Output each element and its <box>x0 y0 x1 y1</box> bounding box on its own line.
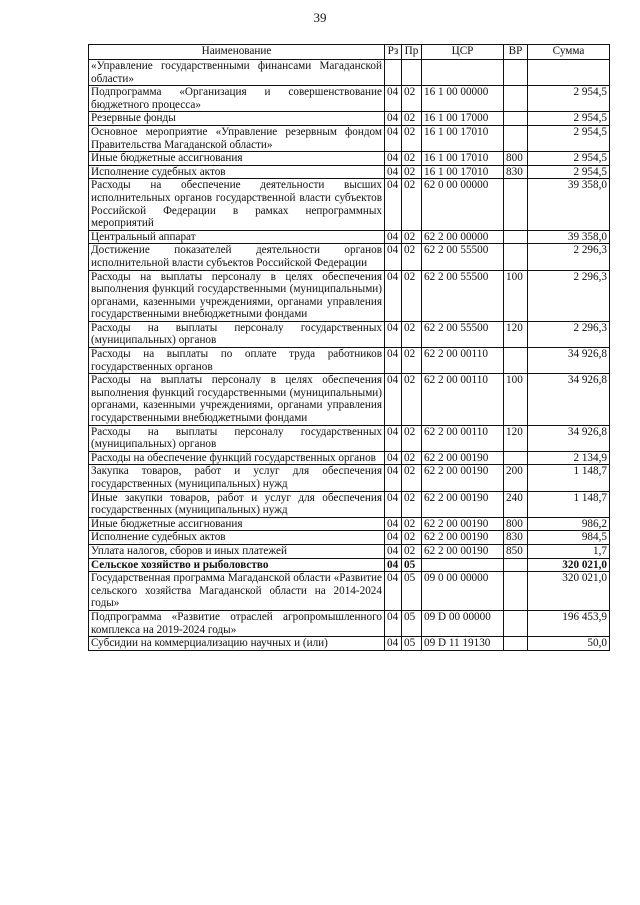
cell-sum: 984,5 <box>528 531 610 545</box>
table-row <box>89 465 610 491</box>
cell-name: Расходы на выплаты персоналу в целях обеспечения выполнения функций государственными (муниципальными) органами, казенными учреждениями, органами управления государственными внебюджетными фондами <box>89 270 385 321</box>
table-row <box>89 152 610 166</box>
cell-name: Иные закупки товаров, работ и услуг для обеспечения государственных (муниципальных) нужд <box>89 491 385 517</box>
cell-name: Исполнение судебных актов <box>89 165 385 179</box>
table-row <box>89 517 610 531</box>
table-row <box>89 637 610 651</box>
cell-pr: 02 <box>402 86 422 112</box>
cell-rz: 04 <box>385 544 402 558</box>
cell-pr: 02 <box>402 165 422 179</box>
cell-csr: 62 2 00 00110 <box>422 374 504 425</box>
cell-name: Расходы на обеспечение функций государственных органов <box>89 451 385 465</box>
cell-name: Основное мероприятие «Управление резервным фондом Правительства Магаданской области» <box>89 125 385 151</box>
cell-sum: 2 954,5 <box>528 165 610 179</box>
cell-name: Подпрограмма «Организация и совершенствование бюджетного процесса» <box>89 86 385 112</box>
cell-sum: 2 296,3 <box>528 244 610 270</box>
cell-name: Субсидии на коммерциализацию научных и (или) <box>89 637 385 651</box>
cell-sum: 1 148,7 <box>528 465 610 491</box>
cell-rz: 04 <box>385 610 402 636</box>
table-row <box>89 531 610 545</box>
table-row <box>89 374 610 425</box>
cell-rz: 04 <box>385 125 402 151</box>
header-csr: ЦСР <box>422 45 504 60</box>
table-row <box>89 125 610 151</box>
cell-vr <box>504 244 528 270</box>
cell-sum: 50,0 <box>528 637 610 651</box>
cell-csr: 62 2 00 00110 <box>422 348 504 374</box>
cell-vr <box>504 60 528 86</box>
cell-csr: 62 0 00 00000 <box>422 179 504 230</box>
cell-vr: 100 <box>504 270 528 321</box>
cell-csr: 16 1 00 17000 <box>422 112 504 126</box>
cell-sum: 2 954,5 <box>528 86 610 112</box>
cell-sum: 2 954,5 <box>528 152 610 166</box>
cell-sum: 2 296,3 <box>528 321 610 347</box>
cell-vr <box>504 86 528 112</box>
budget-table <box>88 44 610 651</box>
cell-name: Достижение показателей деятельности органов исполнительной власти субъектов Российской Федерации <box>89 244 385 270</box>
cell-rz: 04 <box>385 270 402 321</box>
cell-name: Расходы на выплаты персоналу государственных (муниципальных) органов <box>89 425 385 451</box>
cell-vr: 800 <box>504 517 528 531</box>
cell-name: Сельское хозяйство и рыболовство <box>89 558 385 572</box>
cell-pr: 02 <box>402 425 422 451</box>
table-row <box>89 491 610 517</box>
cell-pr: 02 <box>402 465 422 491</box>
table-body <box>89 60 610 651</box>
table-row <box>89 112 610 126</box>
cell-sum: 34 926,8 <box>528 374 610 425</box>
cell-sum <box>528 60 610 86</box>
table-row <box>89 60 610 86</box>
table-row <box>89 348 610 374</box>
cell-rz: 04 <box>385 491 402 517</box>
cell-vr: 830 <box>504 531 528 545</box>
cell-vr: 100 <box>504 374 528 425</box>
cell-rz: 04 <box>385 558 402 572</box>
cell-rz: 04 <box>385 165 402 179</box>
cell-pr: 02 <box>402 112 422 126</box>
cell-csr: 09 D 11 19130 <box>422 637 504 651</box>
cell-rz: 04 <box>385 374 402 425</box>
cell-pr: 02 <box>402 531 422 545</box>
cell-vr: 850 <box>504 544 528 558</box>
cell-pr: 02 <box>402 125 422 151</box>
cell-rz: 04 <box>385 572 402 611</box>
table-row <box>89 610 610 636</box>
cell-pr: 05 <box>402 637 422 651</box>
table-row <box>89 165 610 179</box>
cell-pr: 02 <box>402 270 422 321</box>
cell-pr: 02 <box>402 348 422 374</box>
cell-pr: 02 <box>402 230 422 244</box>
cell-csr: 62 2 00 00190 <box>422 544 504 558</box>
cell-pr <box>402 60 422 86</box>
cell-sum: 2 954,5 <box>528 112 610 126</box>
cell-name: Центральный аппарат <box>89 230 385 244</box>
table-row <box>89 544 610 558</box>
cell-vr <box>504 637 528 651</box>
cell-rz: 04 <box>385 517 402 531</box>
cell-name: Закупка товаров, работ и услуг для обеспечения государственных (муниципальных) нужд <box>89 465 385 491</box>
cell-sum: 34 926,8 <box>528 425 610 451</box>
header-vr: ВР <box>504 45 528 60</box>
cell-rz: 04 <box>385 230 402 244</box>
table-row <box>89 179 610 230</box>
cell-rz: 04 <box>385 465 402 491</box>
cell-csr: 62 2 00 00190 <box>422 531 504 545</box>
table-row <box>89 321 610 347</box>
cell-rz: 04 <box>385 112 402 126</box>
cell-pr: 02 <box>402 321 422 347</box>
cell-csr: 62 2 00 55500 <box>422 244 504 270</box>
cell-name: Резервные фонды <box>89 112 385 126</box>
cell-csr <box>422 558 504 572</box>
cell-vr <box>504 179 528 230</box>
cell-pr: 05 <box>402 558 422 572</box>
cell-csr: 09 D 00 00000 <box>422 610 504 636</box>
cell-pr: 05 <box>402 610 422 636</box>
cell-csr: 62 2 00 55500 <box>422 270 504 321</box>
cell-pr: 02 <box>402 517 422 531</box>
cell-csr: 16 1 00 17010 <box>422 165 504 179</box>
cell-csr: 09 0 00 00000 <box>422 572 504 611</box>
cell-pr: 02 <box>402 544 422 558</box>
cell-vr: 120 <box>504 321 528 347</box>
cell-csr: 62 2 00 00190 <box>422 451 504 465</box>
cell-csr: 62 2 00 00000 <box>422 230 504 244</box>
cell-rz: 04 <box>385 321 402 347</box>
cell-csr: 16 1 00 00000 <box>422 86 504 112</box>
cell-pr: 05 <box>402 572 422 611</box>
cell-rz: 04 <box>385 152 402 166</box>
cell-name: Государственная программа Магаданской области «Развитие сельского хозяйства Магаданской области на 2014-2024 годы» <box>89 572 385 611</box>
cell-vr <box>504 558 528 572</box>
cell-rz: 04 <box>385 179 402 230</box>
cell-pr: 02 <box>402 179 422 230</box>
cell-pr: 02 <box>402 451 422 465</box>
cell-name: Расходы на выплаты по оплате труда работников государственных органов <box>89 348 385 374</box>
cell-sum: 39 358,0 <box>528 179 610 230</box>
cell-csr: 16 1 00 17010 <box>422 152 504 166</box>
cell-vr <box>504 451 528 465</box>
cell-sum: 2 134,9 <box>528 451 610 465</box>
cell-csr: 62 2 00 00110 <box>422 425 504 451</box>
table-row <box>89 230 610 244</box>
cell-sum: 320 021,0 <box>528 572 610 611</box>
cell-rz: 04 <box>385 637 402 651</box>
table-row <box>89 270 610 321</box>
cell-sum: 320 021,0 <box>528 558 610 572</box>
cell-rz: 04 <box>385 86 402 112</box>
cell-vr: 240 <box>504 491 528 517</box>
cell-vr <box>504 610 528 636</box>
header-rz: Рз <box>385 45 402 60</box>
table-row <box>89 86 610 112</box>
cell-sum: 2 954,5 <box>528 125 610 151</box>
table-row <box>89 425 610 451</box>
cell-csr: 62 2 00 00190 <box>422 465 504 491</box>
cell-name: Уплата налогов, сборов и иных платежей <box>89 544 385 558</box>
cell-csr: 62 2 00 00190 <box>422 517 504 531</box>
cell-name: Исполнение судебных актов <box>89 531 385 545</box>
table-row <box>89 451 610 465</box>
cell-csr: 16 1 00 17010 <box>422 125 504 151</box>
cell-sum: 39 358,0 <box>528 230 610 244</box>
cell-sum: 1 148,7 <box>528 491 610 517</box>
cell-name: Иные бюджетные ассигнования <box>89 152 385 166</box>
cell-rz <box>385 60 402 86</box>
cell-name: Подпрограмма «Развитие отраслей агропромышленного комплекса на 2019-2024 годы» <box>89 610 385 636</box>
cell-sum: 986,2 <box>528 517 610 531</box>
cell-sum: 1,7 <box>528 544 610 558</box>
table-row <box>89 572 610 611</box>
cell-pr: 02 <box>402 374 422 425</box>
cell-sum: 2 296,3 <box>528 270 610 321</box>
table-row <box>89 558 610 572</box>
cell-rz: 04 <box>385 348 402 374</box>
cell-csr: 62 2 00 00190 <box>422 491 504 517</box>
cell-pr: 02 <box>402 152 422 166</box>
cell-rz: 04 <box>385 451 402 465</box>
cell-vr: 830 <box>504 165 528 179</box>
header-name: Наименование <box>89 45 385 60</box>
cell-pr: 02 <box>402 244 422 270</box>
cell-sum: 196 453,9 <box>528 610 610 636</box>
cell-vr <box>504 112 528 126</box>
table-header-row <box>89 45 610 60</box>
table-row <box>89 244 610 270</box>
header-pr: Пр <box>402 45 422 60</box>
cell-name: Иные бюджетные ассигнования <box>89 517 385 531</box>
cell-rz: 04 <box>385 531 402 545</box>
cell-sum: 34 926,8 <box>528 348 610 374</box>
cell-vr <box>504 348 528 374</box>
cell-name: «Управление государственными финансами Магаданской области» <box>89 60 385 86</box>
cell-vr: 200 <box>504 465 528 491</box>
cell-csr <box>422 60 504 86</box>
cell-name: Расходы на обеспечение деятельности высших исполнительных органов государственной власти субъектов Российской Федерации в рамках непрограммных мероприятий <box>89 179 385 230</box>
header-sum: Сумма <box>528 45 610 60</box>
cell-csr: 62 2 00 55500 <box>422 321 504 347</box>
cell-rz: 04 <box>385 244 402 270</box>
cell-vr <box>504 125 528 151</box>
cell-pr: 02 <box>402 491 422 517</box>
cell-name: Расходы на выплаты персоналу государственных (муниципальных) органов <box>89 321 385 347</box>
cell-name: Расходы на выплаты персоналу в целях обеспечения выполнения функций государственными (муниципальными) органами, казенными учреждениями, органами управления государственными внебюджетными фондами <box>89 374 385 425</box>
cell-vr: 800 <box>504 152 528 166</box>
page-number: 39 <box>313 10 327 25</box>
cell-rz: 04 <box>385 425 402 451</box>
cell-vr: 120 <box>504 425 528 451</box>
cell-vr <box>504 230 528 244</box>
cell-vr <box>504 572 528 611</box>
